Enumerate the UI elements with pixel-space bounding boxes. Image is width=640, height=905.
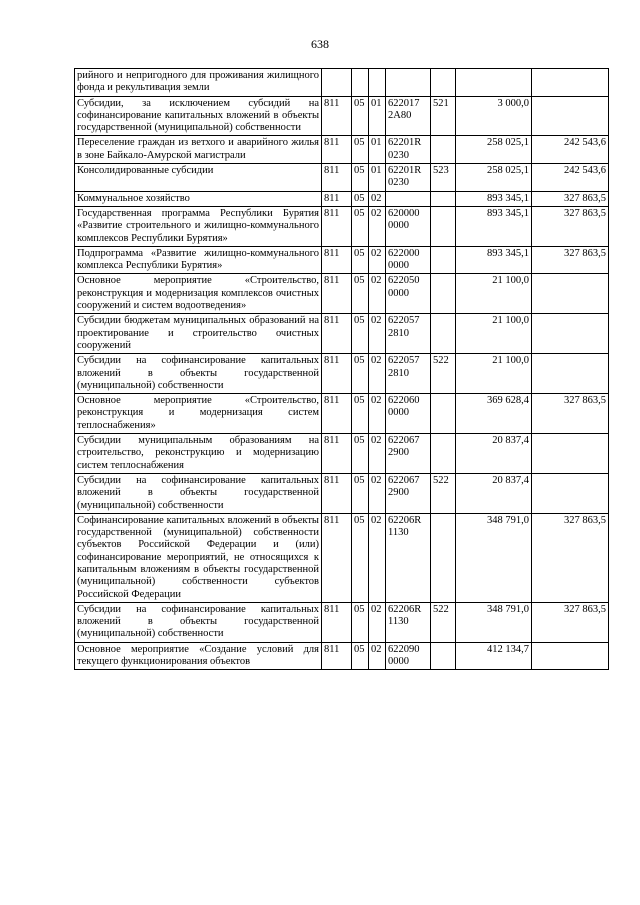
row-grbs-code: 811 bbox=[322, 191, 352, 206]
row-target-article-code: 62201R 0230 bbox=[386, 136, 431, 164]
table-row bbox=[75, 69, 609, 97]
table-row bbox=[75, 191, 609, 206]
row-amount-federal: 327 863,5 bbox=[532, 246, 609, 274]
row-section-code: 05 bbox=[352, 354, 369, 394]
row-amount-federal bbox=[532, 434, 609, 474]
table-row bbox=[75, 274, 609, 314]
table-row bbox=[75, 246, 609, 274]
row-expense-type-code bbox=[431, 394, 456, 434]
row-section-code bbox=[352, 69, 369, 97]
row-amount-total: 348 791,0 bbox=[456, 513, 532, 602]
row-grbs-code: 811 bbox=[322, 206, 352, 246]
row-amount-federal: 327 863,5 bbox=[532, 602, 609, 642]
row-subsection-code: 02 bbox=[369, 274, 386, 314]
row-subsection-code: 02 bbox=[369, 394, 386, 434]
row-section-code: 05 bbox=[352, 473, 369, 513]
row-expense-type-code bbox=[431, 642, 456, 670]
row-amount-federal bbox=[532, 642, 609, 670]
row-subsection-code: 02 bbox=[369, 473, 386, 513]
row-name: Субсидии бюджетам муниципальных образований на проектирование и строительство очистных сооружений bbox=[75, 314, 322, 354]
row-name: Основное мероприятие «Строительство, реконструкция и модернизация комплексов очистных сооружений и систем водоотведения» bbox=[75, 274, 322, 314]
row-amount-total: 21 100,0 bbox=[456, 314, 532, 354]
row-target-article-code: 62201R 0230 bbox=[386, 164, 431, 192]
row-name: Подпрограмма «Развитие жилищно-коммунального комплекса Республики Бурятия» bbox=[75, 246, 322, 274]
row-target-article-code: 62206R 1130 bbox=[386, 602, 431, 642]
budget-table-body bbox=[75, 69, 609, 670]
table-row bbox=[75, 206, 609, 246]
row-section-code: 05 bbox=[352, 642, 369, 670]
row-grbs-code: 811 bbox=[322, 136, 352, 164]
row-subsection-code: 02 bbox=[369, 602, 386, 642]
row-target-article-code: 622000 0000 bbox=[386, 246, 431, 274]
row-amount-total: 20 837,4 bbox=[456, 473, 532, 513]
table-row bbox=[75, 164, 609, 192]
row-expense-type-code bbox=[431, 191, 456, 206]
row-amount-total: 893 345,1 bbox=[456, 206, 532, 246]
row-amount-federal bbox=[532, 69, 609, 97]
row-name: Переселение граждан из ветхого и аварийного жилья в зоне Байкало-Амурской магистрали bbox=[75, 136, 322, 164]
row-amount-total bbox=[456, 69, 532, 97]
row-expense-type-code: 523 bbox=[431, 164, 456, 192]
row-expense-type-code bbox=[431, 246, 456, 274]
row-amount-federal bbox=[532, 354, 609, 394]
row-name: рийного и непригодного для проживания жилищного фонда и рекультивация земли bbox=[75, 69, 322, 97]
row-amount-total: 21 100,0 bbox=[456, 354, 532, 394]
row-grbs-code: 811 bbox=[322, 473, 352, 513]
row-amount-total: 369 628,4 bbox=[456, 394, 532, 434]
row-grbs-code: 811 bbox=[322, 394, 352, 434]
table-row bbox=[75, 642, 609, 670]
row-grbs-code: 811 bbox=[322, 513, 352, 602]
row-section-code: 05 bbox=[352, 191, 369, 206]
row-section-code: 05 bbox=[352, 274, 369, 314]
row-amount-federal: 242 543,6 bbox=[532, 164, 609, 192]
row-section-code: 05 bbox=[352, 513, 369, 602]
row-target-article-code: 622090 0000 bbox=[386, 642, 431, 670]
row-name: Субсидии муниципальным образованиям на строительство, реконструкцию и модернизацию систем теплоснабжения bbox=[75, 434, 322, 474]
budget-table bbox=[74, 68, 609, 670]
row-section-code: 05 bbox=[352, 136, 369, 164]
row-grbs-code: 811 bbox=[322, 642, 352, 670]
table-row bbox=[75, 394, 609, 434]
row-expense-type-code bbox=[431, 274, 456, 314]
row-target-article-code: 620000 0000 bbox=[386, 206, 431, 246]
row-amount-federal: 327 863,5 bbox=[532, 191, 609, 206]
row-expense-type-code bbox=[431, 513, 456, 602]
row-expense-type-code bbox=[431, 69, 456, 97]
page-number: 638 bbox=[311, 37, 329, 51]
row-grbs-code: 811 bbox=[322, 164, 352, 192]
row-target-article-code: 622067 2900 bbox=[386, 434, 431, 474]
row-expense-type-code: 522 bbox=[431, 354, 456, 394]
row-amount-total: 412 134,7 bbox=[456, 642, 532, 670]
row-target-article-code: 62206R 1130 bbox=[386, 513, 431, 602]
row-amount-total: 258 025,1 bbox=[456, 136, 532, 164]
row-subsection-code bbox=[369, 69, 386, 97]
row-amount-total: 348 791,0 bbox=[456, 602, 532, 642]
row-target-article-code: 622057 2810 bbox=[386, 314, 431, 354]
row-subsection-code: 01 bbox=[369, 96, 386, 136]
row-subsection-code: 02 bbox=[369, 434, 386, 474]
table-row bbox=[75, 136, 609, 164]
row-section-code: 05 bbox=[352, 164, 369, 192]
row-grbs-code: 811 bbox=[322, 246, 352, 274]
row-subsection-code: 02 bbox=[369, 314, 386, 354]
row-target-article-code: 622017 2A80 bbox=[386, 96, 431, 136]
row-amount-total: 21 100,0 bbox=[456, 274, 532, 314]
row-subsection-code: 01 bbox=[369, 136, 386, 164]
row-name: Основное мероприятие «Создание условий для текущего функционирования объектов bbox=[75, 642, 322, 670]
row-subsection-code: 02 bbox=[369, 246, 386, 274]
row-amount-federal bbox=[532, 314, 609, 354]
row-target-article-code bbox=[386, 69, 431, 97]
row-amount-federal: 327 863,5 bbox=[532, 394, 609, 434]
row-amount-federal: 327 863,5 bbox=[532, 513, 609, 602]
row-grbs-code: 811 bbox=[322, 354, 352, 394]
row-grbs-code: 811 bbox=[322, 314, 352, 354]
row-grbs-code: 811 bbox=[322, 602, 352, 642]
row-amount-total: 3 000,0 bbox=[456, 96, 532, 136]
table-row bbox=[75, 354, 609, 394]
row-section-code: 05 bbox=[352, 96, 369, 136]
row-target-article-code bbox=[386, 191, 431, 206]
table-row bbox=[75, 434, 609, 474]
row-name: Софинансирование капитальных вложений в объекты государственной (муниципальной) собственности субъектов Российской Федерации и (или) софинансирование мероприятий, не относящихся к капитальным вложениям в объекты государственной (муниципальной) собственности субъектов Российской Федерации bbox=[75, 513, 322, 602]
row-amount-federal: 327 863,5 bbox=[532, 206, 609, 246]
row-grbs-code: 811 bbox=[322, 434, 352, 474]
row-amount-federal: 242 543,6 bbox=[532, 136, 609, 164]
row-name: Субсидии на софинансирование капитальных вложений в объекты государственной (муниципальной) собственности bbox=[75, 473, 322, 513]
row-name: Консолидированные субсидии bbox=[75, 164, 322, 192]
row-expense-type-code bbox=[431, 434, 456, 474]
table-row bbox=[75, 602, 609, 642]
row-name: Субсидии, за исключением субсидий на софинансирование капитальных вложений в объекты государственной (муниципальной) собственности bbox=[75, 96, 322, 136]
row-expense-type-code bbox=[431, 314, 456, 354]
row-subsection-code: 01 bbox=[369, 164, 386, 192]
row-expense-type-code: 522 bbox=[431, 473, 456, 513]
row-amount-total: 20 837,4 bbox=[456, 434, 532, 474]
row-amount-total: 893 345,1 bbox=[456, 246, 532, 274]
row-subsection-code: 02 bbox=[369, 513, 386, 602]
row-amount-total: 258 025,1 bbox=[456, 164, 532, 192]
row-section-code: 05 bbox=[352, 314, 369, 354]
row-target-article-code: 622060 0000 bbox=[386, 394, 431, 434]
row-grbs-code: 811 bbox=[322, 274, 352, 314]
table-row bbox=[75, 473, 609, 513]
table-row bbox=[75, 513, 609, 602]
row-amount-total: 893 345,1 bbox=[456, 191, 532, 206]
row-expense-type-code: 522 bbox=[431, 602, 456, 642]
row-name: Основное мероприятие «Строительство, реконструкция и модернизация систем теплоснабжения» bbox=[75, 394, 322, 434]
row-section-code: 05 bbox=[352, 394, 369, 434]
row-subsection-code: 02 bbox=[369, 191, 386, 206]
row-grbs-code bbox=[322, 69, 352, 97]
row-subsection-code: 02 bbox=[369, 206, 386, 246]
row-section-code: 05 bbox=[352, 206, 369, 246]
row-amount-federal bbox=[532, 96, 609, 136]
row-section-code: 05 bbox=[352, 602, 369, 642]
row-target-article-code: 622067 2900 bbox=[386, 473, 431, 513]
row-amount-federal bbox=[532, 274, 609, 314]
row-name: Субсидии на софинансирование капитальных вложений в объекты государственной (муниципальной) собственности bbox=[75, 354, 322, 394]
row-name: Государственная программа Республики Бурятия «Развитие строительного и жилищно-коммунального комплексов Республики Бурятия» bbox=[75, 206, 322, 246]
row-target-article-code: 622050 0000 bbox=[386, 274, 431, 314]
row-name: Субсидии на софинансирование капитальных вложений в объекты государственной (муниципальной) собственности bbox=[75, 602, 322, 642]
row-subsection-code: 02 bbox=[369, 642, 386, 670]
row-expense-type-code: 521 bbox=[431, 96, 456, 136]
row-section-code: 05 bbox=[352, 434, 369, 474]
row-target-article-code: 622057 2810 bbox=[386, 354, 431, 394]
row-expense-type-code bbox=[431, 136, 456, 164]
row-section-code: 05 bbox=[352, 246, 369, 274]
row-expense-type-code bbox=[431, 206, 456, 246]
row-subsection-code: 02 bbox=[369, 354, 386, 394]
table-row bbox=[75, 314, 609, 354]
row-grbs-code: 811 bbox=[322, 96, 352, 136]
table-row bbox=[75, 96, 609, 136]
row-name: Коммунальное хозяйство bbox=[75, 191, 322, 206]
row-amount-federal bbox=[532, 473, 609, 513]
